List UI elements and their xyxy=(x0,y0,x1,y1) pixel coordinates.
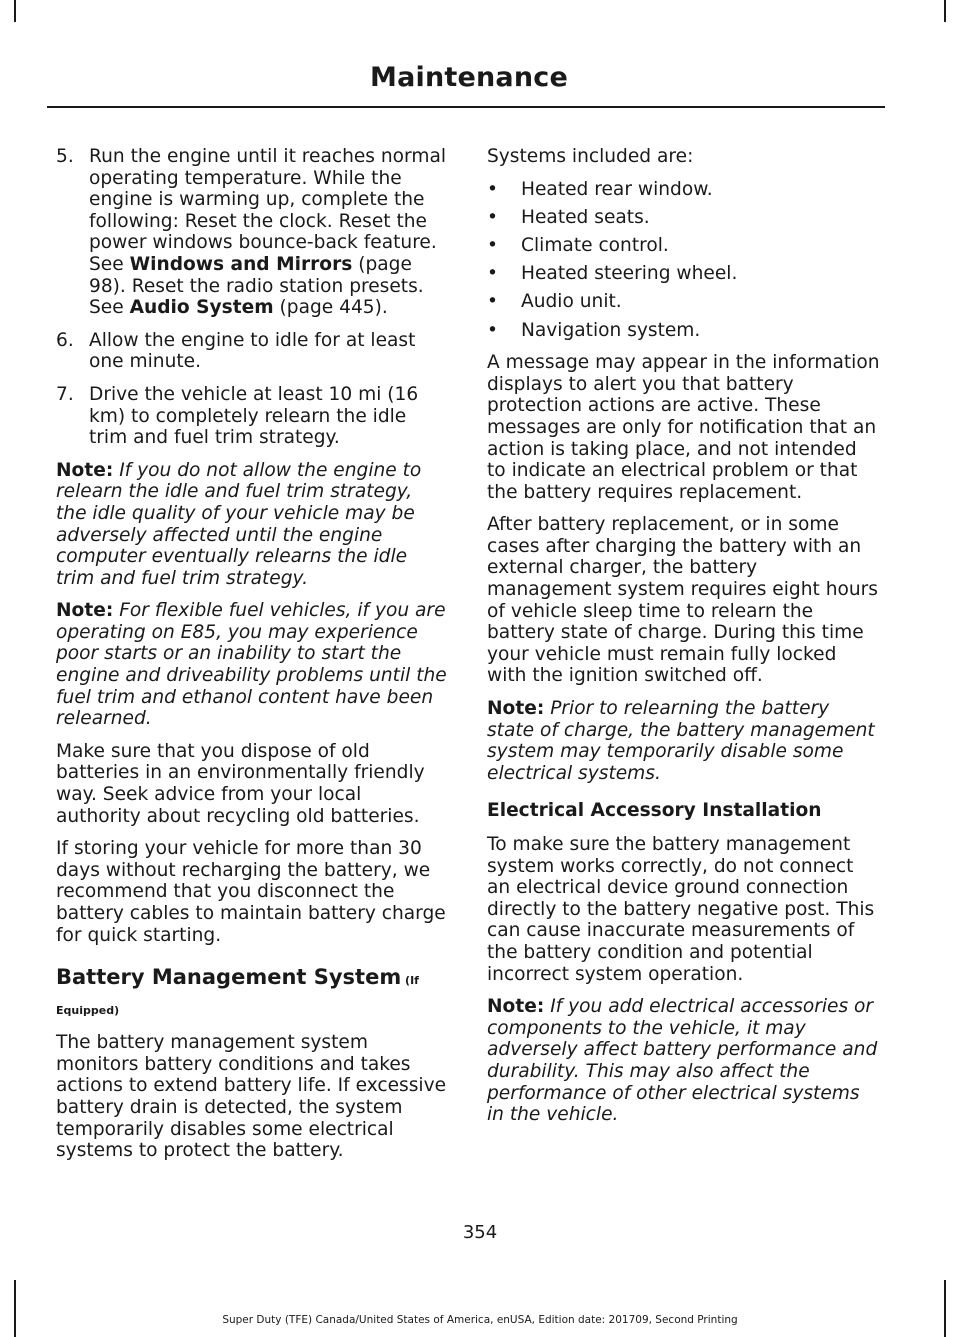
header-divider xyxy=(47,106,885,108)
left-column xyxy=(56,146,448,1173)
systems-intro: Systems included are: xyxy=(487,146,694,167)
note-idle-trim xyxy=(56,460,448,590)
note-label: Note: xyxy=(56,459,114,481)
paragraph-accessory: To make sure the battery management system works correctly, do not connect an electrical device ground connection directly to the battery negative post. This can cause inaccurate measurements of the battery condition and potential incorrect system operation. xyxy=(487,834,875,985)
step-7 xyxy=(56,384,448,449)
systems-list xyxy=(487,179,881,342)
list-item: • Heated rear window. xyxy=(487,178,713,200)
note-label: Note: xyxy=(56,600,114,622)
right-column xyxy=(487,146,881,1137)
windows-mirrors-link[interactable]: Windows and Mirrors xyxy=(129,253,353,275)
crop-mark-top-right xyxy=(944,0,946,22)
bms-heading xyxy=(56,964,448,1024)
step-number: 6. xyxy=(56,329,74,351)
bullet-icon: • xyxy=(487,178,498,200)
bms-heading-text: Battery Management System xyxy=(56,965,402,990)
bullet-icon: • xyxy=(487,263,498,285)
note-label: Note: xyxy=(487,996,545,1018)
paragraph-storing: If storing your vehicle for more than 30 days without recharging the battery, we recommend that you disconnect the battery cables to maintain battery charge for quick starting. xyxy=(56,838,446,946)
crop-mark-bottom-left xyxy=(14,1280,16,1337)
page-number: 354 xyxy=(462,1222,498,1243)
step-text: Drive the vehicle at least 10 mi (16 km) to completely relearn the idle trim and fuel trim strategy. xyxy=(89,383,419,449)
page-title: Maintenance xyxy=(370,62,568,93)
step-text: (page 445). xyxy=(273,297,388,319)
bullet-icon: • xyxy=(487,206,498,228)
note-text: Prior to relearning the battery state of charge, the battery management system may temporarily disable some electrical systems. xyxy=(487,698,875,784)
list-item: • Heated seats. xyxy=(487,206,650,228)
step-number: 5. xyxy=(56,146,74,167)
note-relearning xyxy=(487,698,881,784)
paragraph-dispose: Make sure that you dispose of old batteries in an environmentally friendly way. Seek advice from your local authority about recycling old batteries. xyxy=(56,740,425,827)
note-label: Note: xyxy=(487,698,545,720)
step-number: 7. xyxy=(56,383,74,405)
paragraph-message: A message may appear in the information displays to alert you that battery protection actions are active. These messages are only for notification that an action is taking place, and not intended to indicate an electrical problem or that the battery requires replacement. xyxy=(487,352,880,503)
paragraph-bms: The battery management system monitors battery conditions and takes actions to extend battery life. If excessive battery drain is detected, the system temporarily disables some electrical systems to protect the battery. xyxy=(56,1032,447,1162)
step-text: Run the engine until it reaches normal operating temperature. While the engine is warming up, complete the following: Reset the clock. Reset the power windows bounce-back feature. See xyxy=(89,146,447,275)
audio-system-link[interactable]: Audio System xyxy=(129,297,274,319)
note-text: If you add electrical accessories or components to the vehicle, it may adversely affect battery performance and durability. This may also affect the performance of other electrical systems in the vehicle. xyxy=(487,996,878,1126)
note-flex-fuel xyxy=(56,600,448,730)
step-text: Allow the engine to idle for at least one minute. xyxy=(89,329,416,373)
list-item: • Heated steering wheel. xyxy=(487,263,738,285)
bullet-icon: • xyxy=(487,234,498,256)
list-item: • Audio unit. xyxy=(487,291,622,313)
step-6 xyxy=(56,330,448,373)
crop-mark-bottom-right xyxy=(944,1280,946,1337)
note-text: For flexible fuel vehicles, if you are operating on E85, you may experience poor starts or an inability to start the engine and driveability problems until the fuel trim and ethanol content have been relearned. xyxy=(56,600,447,730)
bms-heading-suffix: (If Equipped) xyxy=(56,974,419,1018)
list-item: • Climate control. xyxy=(487,234,669,256)
list-item: • Navigation system. xyxy=(487,319,701,341)
accessory-heading: Electrical Accessory Installation xyxy=(487,800,822,822)
bullet-icon: • xyxy=(487,291,498,313)
step-text: (page 98). Reset the radio station presets. See xyxy=(89,253,424,319)
note-text: If you do not allow the engine to relearn the idle and fuel trim strategy, the idle quality of your vehicle may be adversely affected until the engine computer eventually relearns the idle trim and fuel trim strategy. xyxy=(56,459,422,589)
crop-mark-top-left xyxy=(14,0,16,22)
note-accessories xyxy=(487,996,881,1126)
paragraph-after-replacement: After battery replacement, or in some cases after charging the battery with an external charger, the battery management system requires eight hours of vehicle sleep time to relearn the battery state of charge. During this time your vehicle must remain fully locked with the ignition switched off. xyxy=(487,514,878,687)
step-5 xyxy=(56,146,448,319)
footer-edition: Super Duty (TFE) Canada/United States of America, enUSA, Edition date: 201709, Second Printing xyxy=(222,1314,738,1326)
bullet-icon: • xyxy=(487,319,498,341)
